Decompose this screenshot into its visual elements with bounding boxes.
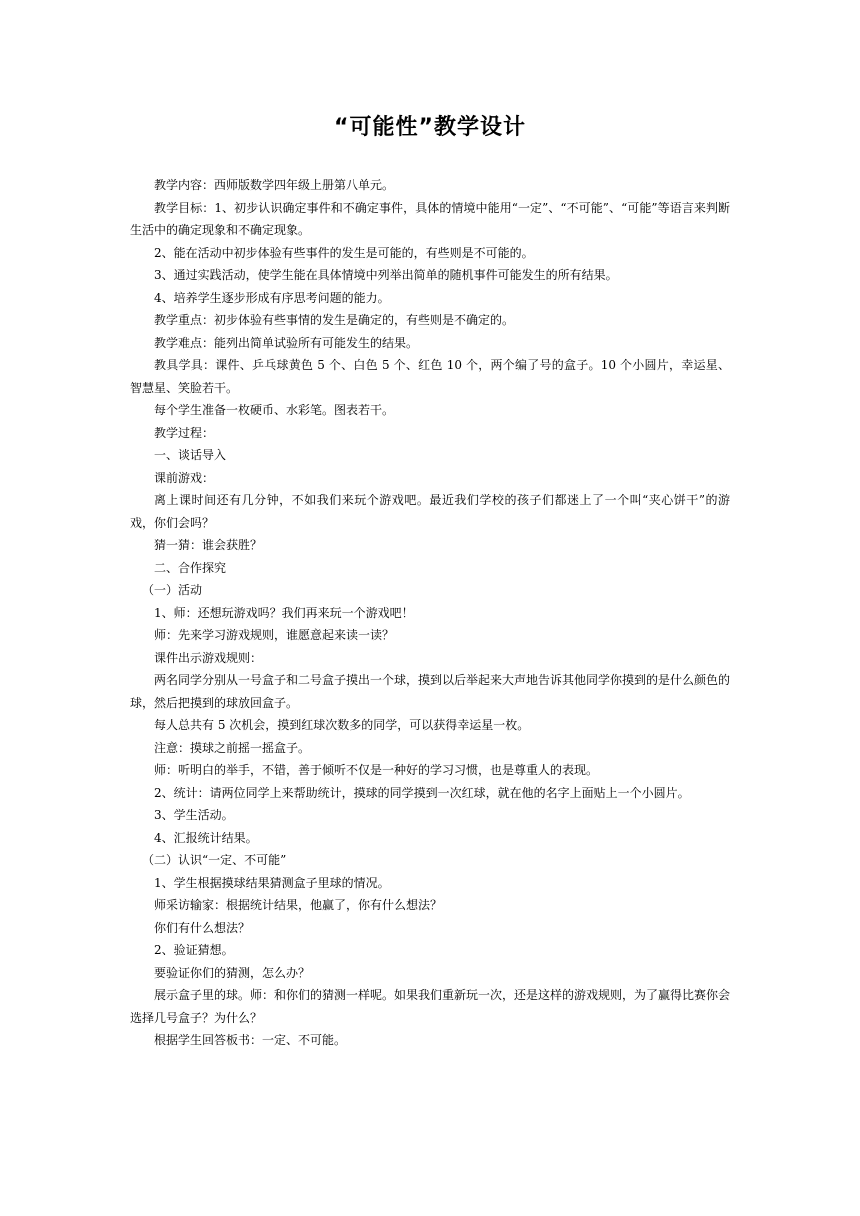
- paragraph-rule-shake: 注意：摸球之前摇一摇盒子。: [154, 740, 311, 755]
- paragraph-guess-box: 1、学生根据摸球结果猜测盒子里球的情况。: [154, 875, 390, 890]
- paragraph-show-rules: 课件出示游戏规则：: [154, 650, 263, 665]
- paragraph-show-balls: 展示盒子里的球。师：和你们的猜测一样呢。如果我们重新玩一次，还是这样的游戏规则，为了赢得比赛你会选择几号盒子？为什么？: [130, 988, 731, 1025]
- paragraph-report-results: 4、汇报统计结果。: [154, 830, 258, 845]
- paragraph-verify-guess: 2、验证猜想。: [154, 943, 234, 957]
- paragraph-game-intro: 离上课时间还有几分钟，不如我们来玩个游戏吧。最近我们学校的孩子们都迷上了一个叫“夹心饼干”的游戏，你们会吗？: [130, 493, 730, 530]
- paragraph-goal-2: 2、能在活动中初步体验有些事件的发生是可能的，有些则是不可能的。: [154, 245, 534, 260]
- paragraph-blackboard: 根据学生回答板书：一定、不可能。: [154, 1033, 347, 1047]
- paragraph-process-heading: 教学过程：: [154, 425, 215, 440]
- paragraph-play-again: 1、师：还想玩游戏吗？我们再来玩一个游戏吧！: [154, 605, 414, 620]
- paragraph-statistics: 2、统计：请两位同学上来帮助统计，摸球的同学摸到一次红球，就在他的名字上面贴上一个小圆片。: [154, 785, 690, 800]
- paragraph-rule-draw: 两名同学分别从一号盒子和二号盒子摸出一个球，摸到以后举起来大声地告诉其他同学你摸到的是什么颜色的球，然后把摸到的球放回盒子。: [130, 673, 731, 710]
- subsection-heading-certain: （二）认识“一定、不可能”: [142, 853, 287, 867]
- paragraph-listening: 师：听明白的举手，不错，善于倾听不仅是一种好的学习习惯，也是尊重人的表现。: [154, 763, 599, 777]
- document-title: “可能性”教学设计: [334, 115, 526, 140]
- subsection-heading-activity: （一）活动: [142, 583, 203, 597]
- paragraph-teaching-goals: 教学目标：1、初步认识确定事件和不确定事件，具体的情境中能用“一定”、“不可能”、“可能”等语言来判断生活中的确定现象和不确定现象。: [130, 200, 730, 237]
- section-heading-intro: 一、谈话导入: [154, 448, 227, 462]
- paragraph-teaching-content: 教学内容：西师版数学四年级上册第八单元。: [154, 178, 395, 192]
- paragraph-guess-winner: 猜一猜：谁会获胜？: [154, 538, 263, 552]
- paragraph-difficulties: 教学难点：能列出简单试验所有可能发生的结果。: [154, 335, 419, 350]
- paragraph-interview-loser: 师采访输家：根据统计结果，他赢了，你有什么想法？: [154, 898, 443, 912]
- paragraph-rule-chances: 每人总共有 5 次机会，摸到红球次数多的同学，可以获得幸运星一枚。: [154, 718, 530, 732]
- paragraph-learn-rules: 师：先来学习游戏规则，谁愿意起来读一读？: [154, 628, 395, 642]
- paragraph-student-activity: 3、学生活动。: [154, 808, 234, 822]
- paragraph-your-thoughts: 你们有什么想法？: [154, 920, 251, 935]
- paragraph-goal-4: 4、培养学生逐步形成有序思考问题的能力。: [154, 290, 390, 305]
- document-body: [130, 174, 730, 1052]
- paragraph-goal-3: 3、通过实践活动，使学生能在具体情境中列举出简单的随机事件可能发生的所有结果。: [154, 268, 618, 282]
- section-heading-explore: 二、合作探究: [154, 560, 227, 575]
- paragraph-student-materials: 每个学生准备一枚硬币、水彩笔。图表若干。: [154, 403, 395, 417]
- paragraph-how-verify: 要验证你们的猜测，怎么办？: [154, 965, 311, 980]
- paragraph-pre-class-game: 课前游戏：: [154, 470, 215, 485]
- paragraph-key-points: 教学重点：初步体验有些事情的发生是确定的，有些则是不确定的。: [154, 313, 515, 327]
- paragraph-teaching-aids: 教具学具：课件、乒乓球黄色 5 个、白色 5 个、红色 10 个，两个编了号的盒子。10 个小圆片，幸运星、智慧星、笑脸若干。: [130, 358, 730, 395]
